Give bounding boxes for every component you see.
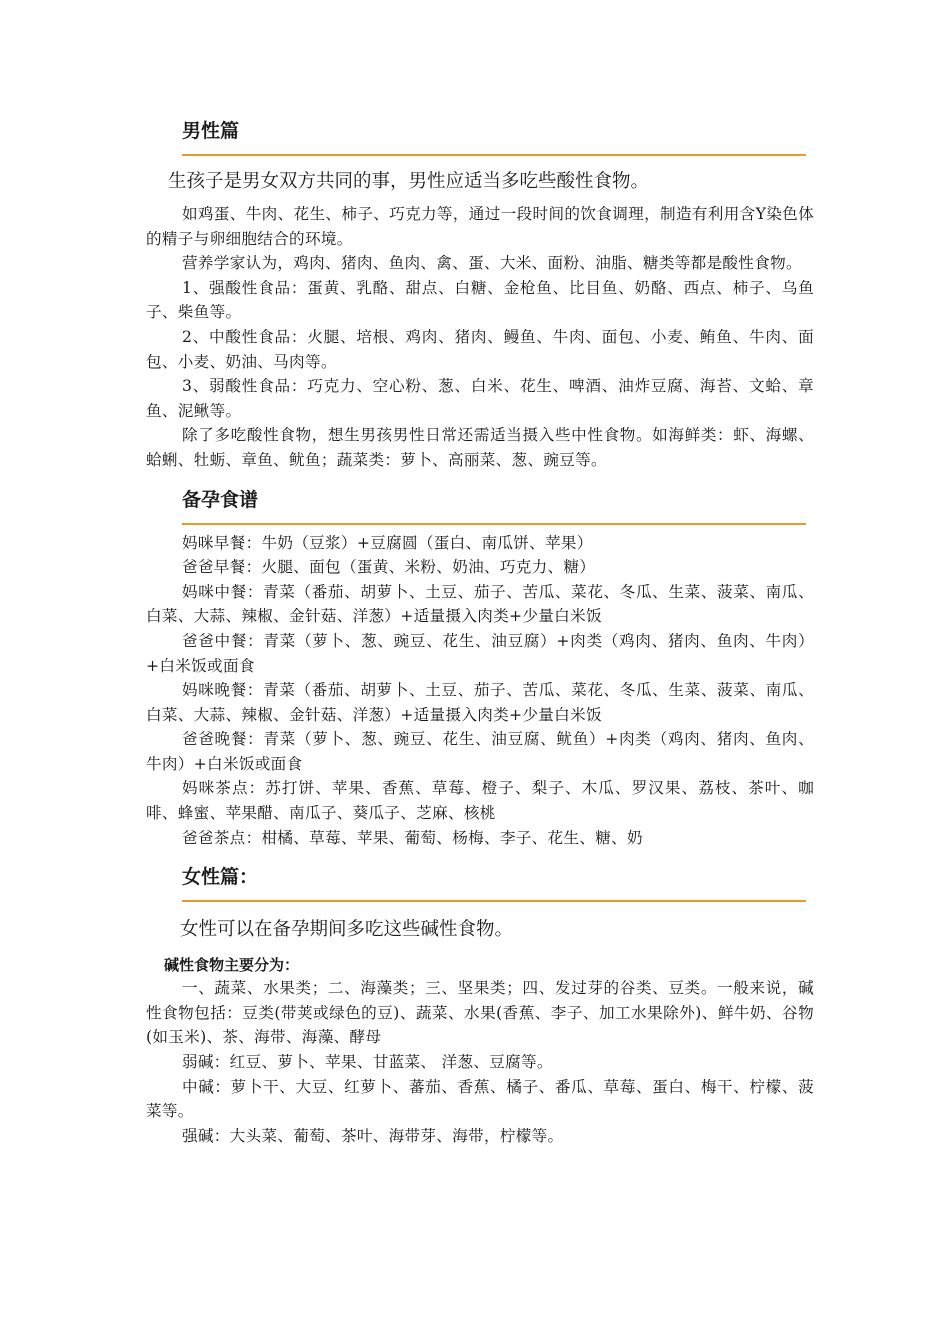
paragraph: 爸爸早餐：火腿、面包（蛋黄、米粉、奶油、巧克力、糖） bbox=[182, 558, 596, 577]
divider-female bbox=[182, 900, 806, 902]
paragraph: 如鸡蛋、牛肉、花生、柿子、巧克力等，通过一段时间的饮食调理，制造有利用含Y染色体的精子与卵细胞结合的环境。 bbox=[146, 205, 814, 248]
paragraph: 爸爸中餐：青菜（萝卜、葱、豌豆、花生、油豆腐）+肉类（鸡肉、猪肉、鱼肉、牛肉）+白米饭或面食 bbox=[146, 631, 814, 675]
lead-female: 女性可以在备孕期间多吃这些碱性食物。 bbox=[180, 919, 514, 941]
paragraph: 2、中酸性食品：火腿、培根、鸡肉、猪肉、鳗鱼、牛肉、面包、小麦、鲔鱼、牛肉、面包、小麦、奶油、马肉等。 bbox=[146, 327, 814, 371]
paragraph: 爸爸茶点：柑橘、草莓、苹果、葡萄、杨梅、李子、花生、糖、奶 bbox=[182, 828, 643, 847]
paragraph: 除了多吃酸性食物，想生男孩男性日常还需适当摄入些中性食物。如海鲜类：虾、海螺、蛤蜊、牡蛎、章鱼、鱿鱼；蔬菜类：萝卜、高丽菜、葱、豌豆等。 bbox=[146, 426, 814, 469]
heading-female: 女性篇： bbox=[182, 866, 259, 889]
paragraph: 1、强酸性食品：蛋黄、乳酪、甜点、白糖、金枪鱼、比目鱼、奶酪、西点、柿子、乌鱼子、柴鱼等。 bbox=[146, 278, 814, 322]
paragraph: 妈咪晚餐：青菜（番茄、胡萝卜、土豆、茄子、苦瓜、菜花、冬瓜、生菜、菠菜、南瓜、白菜、大蒜、辣椒、金针菇、洋葱）+适量摄入肉类+少量白米饭 bbox=[146, 681, 814, 724]
heading-male: 男性篇 bbox=[182, 120, 240, 142]
paragraph: 妈咪茶点：苏打饼、苹果、香蕉、草莓、橙子、梨子、木瓜、罗汉果、荔枝、茶叶、咖啡、蜂蜜、苹果醋、南瓜子、葵瓜子、芝麻、核桃 bbox=[146, 779, 814, 823]
paragraph: 一、蔬菜、水果类；二、海藻类；三、坚果类；四、发过芽的谷类、豆类。一般来说，碱性食物包括：豆类(带荚或绿色的豆)、蔬菜、水果(香蕉、李子、加工水果除外)、鲜牛奶、谷物(如玉米)、茶、海带、海藻、酵母 bbox=[146, 979, 814, 1047]
document-page bbox=[146, 118, 814, 1148]
subheading-alkaline: 碱性食物主要分为： bbox=[164, 956, 300, 975]
paragraph: 3、弱酸性食品：巧克力、空心粉、葱、白米、花生、啤酒、油炸豆腐、海苔、文蛤、章鱼、泥鳅等。 bbox=[146, 377, 814, 420]
paragraph: 营养学家认为，鸡肉、猪肉、鱼肉、禽、蛋、大米、面粉、油脂、糖类等都是酸性食物。 bbox=[182, 254, 802, 273]
paragraph: 弱碱：红豆、萝卜、苹果、甘蓝菜、 洋葱、豆腐等。 bbox=[182, 1053, 553, 1072]
divider-male bbox=[182, 154, 806, 156]
paragraph: 妈咪早餐：牛奶（豆浆）+豆腐圆（蛋白、南瓜饼、苹果） bbox=[182, 533, 593, 552]
paragraph: 爸爸晚餐：青菜（萝卜、葱、豌豆、花生、油豆腐、鱿鱼）+肉类（鸡肉、猪肉、鱼肉、牛肉）+白米饭或面食 bbox=[146, 730, 814, 773]
paragraph: 妈咪中餐：青菜（番茄、胡萝卜、土豆、茄子、苦瓜、菜花、冬瓜、生菜、菠菜、南瓜、白菜、大蒜、辣椒、金针菇、洋葱）+适量摄入肉类+少量白米饭 bbox=[146, 582, 814, 626]
lead-male: 生孩子是男女双方共同的事，男性应适当多吃些酸性食物。 bbox=[168, 171, 650, 192]
paragraph: 强碱：大头菜、葡萄、茶叶、海带芽、海带，柠檬等。 bbox=[182, 1126, 564, 1145]
paragraph: 中碱：萝卜干、大豆、红萝卜、蕃茄、香蕉、橘子、番瓜、草莓、蛋白、梅干、柠檬、菠菜等。 bbox=[146, 1077, 814, 1121]
heading-recipes: 备孕食谱 bbox=[182, 488, 259, 511]
